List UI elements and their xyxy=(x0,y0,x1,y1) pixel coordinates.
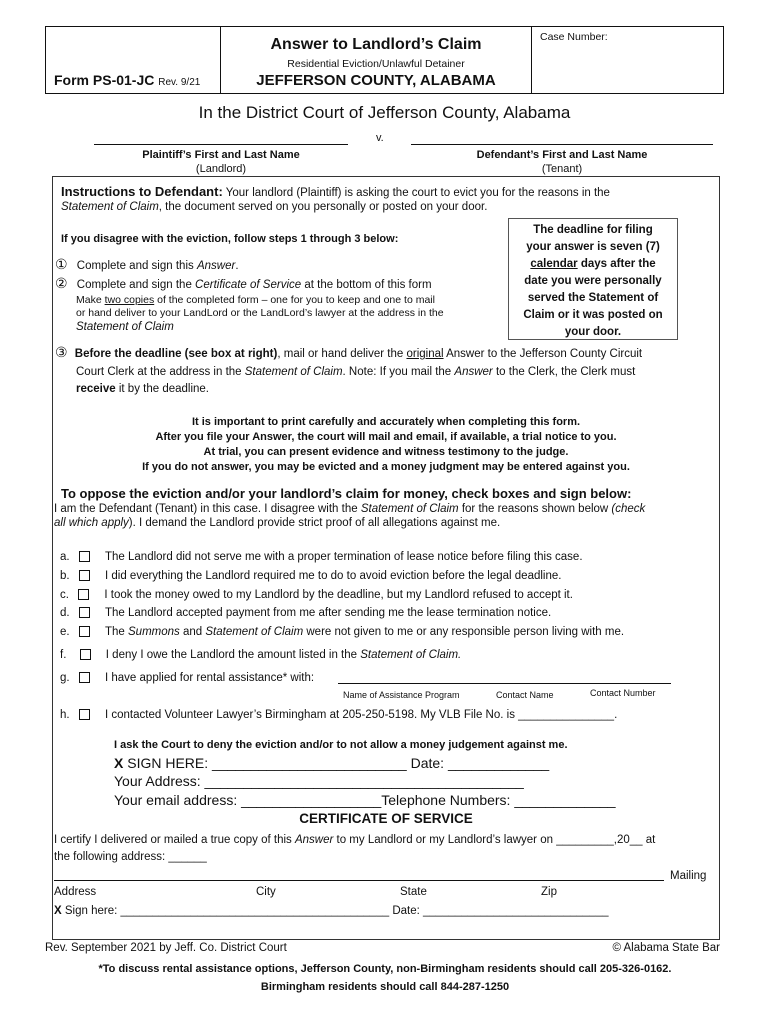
item-text: The Landlord did not serve me with a proper termination of lease notice before filing this case. xyxy=(105,551,583,563)
step3-l2-i2: Answer xyxy=(454,366,493,378)
cert-date-field[interactable]: _____________________________ xyxy=(423,905,609,917)
deadline-l5: served the Statement of xyxy=(527,292,659,304)
checkbox-g[interactable] xyxy=(79,672,90,683)
oppose-line2 xyxy=(54,516,500,530)
instructions-heading: Instructions to Defendant: xyxy=(61,184,223,199)
sign-field[interactable]: _________________________ xyxy=(212,755,407,771)
important-l3: At trial, you can present evidence and witness testimony to the judge. xyxy=(203,446,569,458)
versus: v. xyxy=(376,132,384,144)
step2-line3: or hand deliver to your LandLord or the LandLord’s lawyer at the address in the xyxy=(76,307,444,319)
deadline-l7: your door. xyxy=(564,326,622,338)
deadline-l4: date you were personally xyxy=(524,275,662,287)
county-title: JEFFERSON COUNTY, ALABAMA xyxy=(256,72,496,89)
checkbox-b[interactable] xyxy=(79,570,90,581)
defendant-sub: (Tenant) xyxy=(541,163,583,175)
checkbox-c[interactable] xyxy=(78,589,89,600)
mailing-label: Mailing xyxy=(670,870,707,882)
certificate-line1 xyxy=(54,833,655,847)
step3-line3 xyxy=(76,382,209,396)
step1-num: ① xyxy=(55,256,68,272)
cert-l1-a: I certify I delivered or mailed a true copy of this xyxy=(54,834,295,846)
form-subtitle: Residential Eviction/Unlawful Detainer xyxy=(287,58,465,70)
step1-text: Complete and sign this xyxy=(76,260,197,272)
plaintiff-name-line[interactable] xyxy=(94,144,348,145)
step2-line2 xyxy=(76,293,435,307)
form-code-text: Form PS-01-JC xyxy=(54,72,155,88)
cert-sign-label: Sign here: xyxy=(61,905,121,917)
phone-field[interactable]: _____________ xyxy=(514,792,616,808)
footer-copyright: © Alabama State Bar xyxy=(612,942,720,954)
checkbox-d[interactable] xyxy=(79,607,90,618)
deadline-l1: The deadline for filing xyxy=(533,224,653,236)
item-e-c: were not given to me or any responsible person living with me. xyxy=(303,626,625,638)
step3-original: original xyxy=(406,348,444,360)
item-text: I took the money owed to my Landlord by the deadline, but my Landlord refused to accept it. xyxy=(104,589,573,601)
deadline-l2: your answer is seven (7) xyxy=(526,241,660,253)
address-label: Your Address: xyxy=(114,773,205,789)
date-label: Date: xyxy=(406,755,448,771)
form-title: Answer to Landlord’s Claim xyxy=(270,36,482,53)
item-e-b: and xyxy=(179,626,206,638)
cert-state-label: State xyxy=(400,886,427,898)
step3-c: Answer to the Jefferson County Circuit xyxy=(443,348,643,360)
deadline-l3-rest: days after the xyxy=(577,258,656,270)
cert-date-label: Date: xyxy=(389,905,424,917)
plaintiff-sub: (Landlord) xyxy=(195,163,247,175)
step2-l2-u: two copies xyxy=(104,294,155,306)
item-g-text: I have applied for rental assistance* with: xyxy=(105,672,315,684)
item-e-i2: Statement of Claim xyxy=(205,626,304,638)
item-letter: d. xyxy=(60,607,70,619)
item-letter: c. xyxy=(60,589,69,601)
footer-note1: *To discuss rental assistance options, Jefferson County, non-Birmingham residents should call 205-326-0162. xyxy=(98,963,672,975)
defendant-label: Defendant’s First and Last Name xyxy=(476,149,648,161)
header-divider-right xyxy=(531,26,532,94)
list-item xyxy=(60,550,583,564)
cert-zip-label: Zip xyxy=(541,886,557,898)
oppose-line1 xyxy=(54,502,645,516)
step3-num: ③ xyxy=(55,344,68,360)
sign-x: X xyxy=(114,755,124,771)
checkbox-h[interactable] xyxy=(79,709,90,720)
oppose-l1-i2: (check xyxy=(611,503,646,515)
oppose-l2-i: all which apply xyxy=(54,517,129,529)
instructions-line2 xyxy=(61,200,487,214)
plaintiff-label: Plaintiff’s First and Last Name xyxy=(142,149,300,161)
oppose-l1-i: Statement of Claim xyxy=(360,503,459,515)
checkbox-e[interactable] xyxy=(79,626,90,637)
deadline-l3 xyxy=(508,256,678,273)
defendant-name-line[interactable] xyxy=(411,144,713,145)
assistance-sub-number: Contact Number xyxy=(590,688,656,698)
cert-l1-b: to my Landlord or my Landlord’s lawyer on _________,20__ at xyxy=(333,834,656,846)
item-letter: a. xyxy=(60,551,70,563)
assistance-sub-name: Contact Name xyxy=(496,690,554,700)
step2-text: Complete and sign the xyxy=(76,279,196,291)
item-letter: f. xyxy=(60,649,67,661)
step3-line2 xyxy=(76,365,635,379)
step2-end: at the bottom of this form xyxy=(301,279,432,291)
step2 xyxy=(55,276,432,292)
step2-l2-b: of the completed form – one for you to keep and one to mail xyxy=(154,294,435,306)
form-rev: Rev. 9/21 xyxy=(158,77,201,88)
email-label: Your email address: xyxy=(114,792,242,808)
deadline-l6: Claim or it was posted on xyxy=(523,309,663,321)
cert-city-label: City xyxy=(256,886,276,898)
item-letter: e. xyxy=(60,626,70,638)
item-text: The Landlord accepted payment from me after sending me the lease termination notice. xyxy=(105,607,552,619)
ask-statement: I ask the Court to deny the eviction and/or to not allow a money judgement against me. xyxy=(114,739,568,751)
step3-receive: receive xyxy=(76,383,116,395)
list-item xyxy=(60,708,617,722)
item-e-a: The xyxy=(105,626,129,638)
assistance-line[interactable] xyxy=(338,683,671,684)
important-l4: If you do not answer, you may be evicted and a money judgment may be entered against you. xyxy=(142,461,630,473)
step2-line4: Statement of Claim xyxy=(76,321,174,333)
checkbox-f[interactable] xyxy=(80,649,91,660)
deadline-calendar: calendar xyxy=(530,258,578,270)
footer-note2: Birmingham residents should call 844-287-1250 xyxy=(260,981,510,993)
cert-address-label: Address xyxy=(54,886,97,898)
checkbox-a[interactable] xyxy=(79,551,90,562)
step3-l3-rest: it by the deadline. xyxy=(115,383,209,395)
certificate-line2: the following address: ______ xyxy=(54,851,207,863)
date-field[interactable]: _____________ xyxy=(447,755,550,771)
step1-end: . xyxy=(235,260,239,272)
step2-num: ② xyxy=(55,275,68,291)
mailing-address-line[interactable] xyxy=(54,880,664,881)
oppose-l2-rest: ). I demand the Landlord provide strict proof of all allegations against me. xyxy=(128,517,501,529)
sign-line xyxy=(114,755,549,772)
phone-label: Telephone Numbers: xyxy=(381,792,515,808)
step2-l2-a: Make xyxy=(76,294,105,306)
form-code xyxy=(54,73,200,90)
step1-italic: Answer xyxy=(196,260,236,272)
list-item xyxy=(60,588,573,602)
assistance-sub-program: Name of Assistance Program xyxy=(343,690,460,700)
cert-l1-i: Answer xyxy=(294,834,334,846)
important-l1: It is important to print carefully and accurately when completing this form. xyxy=(191,416,581,428)
address-line xyxy=(114,773,524,790)
steps-heading: If you disagree with the eviction, follow steps 1 through 3 below: xyxy=(61,233,399,245)
cert-sign-field[interactable]: __________________________________________ xyxy=(120,905,390,917)
oppose-heading: To oppose the eviction and/or your landlord’s claim for money, check boxes and sign below: xyxy=(61,486,632,501)
list-item xyxy=(60,625,624,639)
item-text: I did everything the Landlord required me to do to avoid eviction before the legal deadline. xyxy=(105,570,562,582)
item-f-i: Statement of Claim. xyxy=(360,649,462,661)
cert-sign-line xyxy=(54,904,609,918)
item-h-text: I contacted Volunteer Lawyer’s Birmingham at 205-250-5198. My VLB File No. is _______________. xyxy=(105,709,618,721)
instructions-text1: Your landlord (Plaintiff) is asking the court to evict you for the reasons in the xyxy=(222,187,610,199)
item-letter: b. xyxy=(60,570,70,582)
list-item xyxy=(60,648,461,662)
sign-here-label: SIGN HERE: xyxy=(123,755,213,771)
important-l2: After you file your Answer, the court will mail and email, if available, a trial notice to you. xyxy=(155,431,617,443)
step3-l2-c: to the Clerk, the Clerk must xyxy=(492,366,636,378)
step3-l2-i1: Statement of Claim xyxy=(244,366,343,378)
list-item xyxy=(60,606,551,620)
step2-italic: Certificate of Service xyxy=(195,279,302,291)
instructions-italic: Statement of Claim xyxy=(61,201,159,213)
case-number-label: Case Number: xyxy=(540,31,608,43)
item-e-i1: Summons xyxy=(128,626,180,638)
step3-a: , mail or hand deliver the xyxy=(277,348,407,360)
step3-l2-a: Court Clerk at the address in the xyxy=(76,366,245,378)
instructions-text2: , the document served on you personally or posted on your door. xyxy=(158,201,488,213)
list-item xyxy=(60,671,314,685)
step3-bold: Before the deadline (see box at right) xyxy=(74,348,278,360)
email-field[interactable]: __________________ xyxy=(241,792,382,808)
step3-l2-b: . Note: If you mail the xyxy=(342,366,455,378)
item-f-a: I deny I owe the Landlord the amount listed in the xyxy=(105,649,361,661)
item-letter: h. xyxy=(60,709,70,721)
oppose-l1-b: for the reasons shown below xyxy=(458,503,612,515)
address-field[interactable]: _________________________________________ xyxy=(204,773,524,789)
certificate-title: CERTIFICATE OF SERVICE xyxy=(299,811,473,826)
court-title: In the District Court of Jefferson County, Alabama xyxy=(198,103,571,122)
oppose-l1-a: I am the Defendant (Tenant) in this case. I disagree with the xyxy=(54,503,361,515)
item-letter: g. xyxy=(60,672,70,684)
footer-rev: Rev. September 2021 by Jeff. Co. District Court xyxy=(45,942,287,954)
list-item xyxy=(60,569,561,583)
step3 xyxy=(55,345,642,361)
instructions-line1 xyxy=(61,185,610,200)
email-line xyxy=(114,792,616,809)
step1 xyxy=(55,257,239,273)
cert-x: X xyxy=(54,905,62,917)
